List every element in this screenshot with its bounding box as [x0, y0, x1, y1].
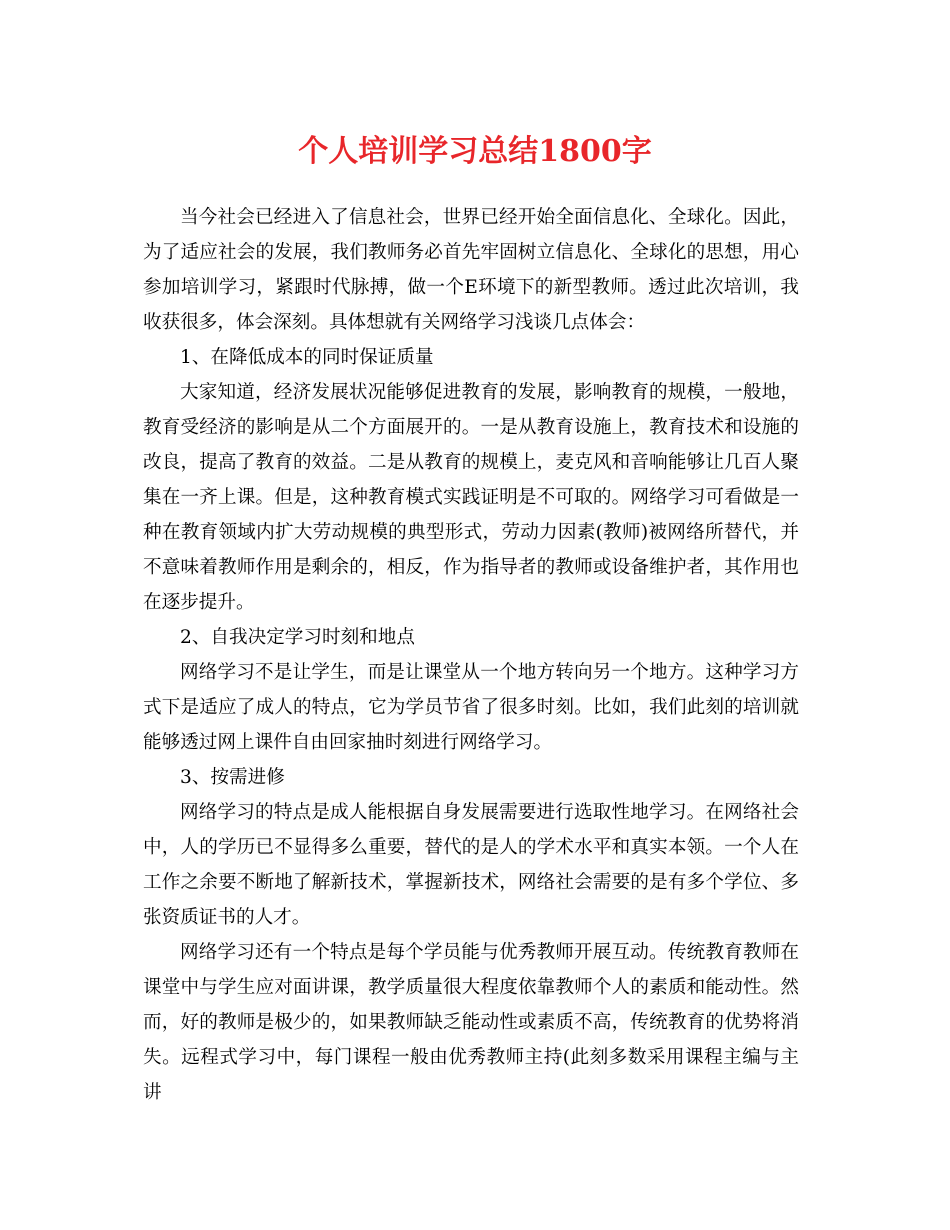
section-heading-1: 1、在降低成本的同时保证质量 — [180, 347, 434, 368]
paragraph-section-1: 大家知道，经济发展状况能够促进教育的发展，影响教育的规模，一般地，教育受经济的影响是从二个方面展开的。一是从教育设施上，教育技术和设施的改良，提高了教育的效益。二是从教育的规模上，麦克风和音响能够让几百人聚集在一齐上课。但是，这种教育模式实践证明是不可取的。网络学习可看做是一种在教育领域内扩大劳动规模的典型形式，劳动力因素(教师)被网络所替代，并不意味着教师作用是剩余的，相反，作为指导者的教师或设备维护者，其作用也在逐步提升。 — [143, 382, 799, 613]
paragraph-section-2: 网络学习不是让学生，而是让课堂从一个地方转向另一个地方。这种学习方式下是适应了成人的特点，它为学员节省了很多时刻。比如，我们此刻的培训就能够透过网上课件自由回家抽时刻进行网络学习。 — [143, 662, 799, 753]
paragraph-intro: 当今社会已经进入了信息社会，世界已经开始全面信息化、全球化。因此，为了适应社会的发展，我们教师务必首先牢固树立信息化、全球化的思想，用心参加培训学习，紧跟时代脉搏，做一个E环境下的新型教师。透过此次培训，我收获很多，体会深刻。具体想就有关网络学习浅谈几点体会： — [143, 207, 799, 333]
document-title: 个人培训学习总结1800字 — [298, 134, 652, 169]
section-heading-3: 3、按需进修 — [180, 767, 285, 788]
paragraph-section-3-continued: 网络学习还有一个特点是每个学员能与优秀教师开展互动。传统教育教师在课堂中与学生应对面讲课，教学质量很大程度依靠教师个人的素质和能动性。然而，好的教师是极少的，如果教师缺乏能动性或素质不高，传统教育的优势将消失。远程式学习中，每门课程一般由优秀教师主持(此刻多数采用课程主编与主讲 — [143, 942, 799, 1103]
section-heading-2: 2、自我决定学习时刻和地点 — [180, 627, 415, 648]
paragraph-section-3: 网络学习的特点是成人能根据自身发展需要进行选取性地学习。在网络社会中，人的学历已不显得多么重要，替代的是人的学术水平和真实本领。一个人在工作之余要不断地了解新技术，掌握新技术，网络社会需要的是有多个学位、多张资质证书的人才。 — [143, 802, 799, 928]
document-body — [143, 200, 799, 1110]
